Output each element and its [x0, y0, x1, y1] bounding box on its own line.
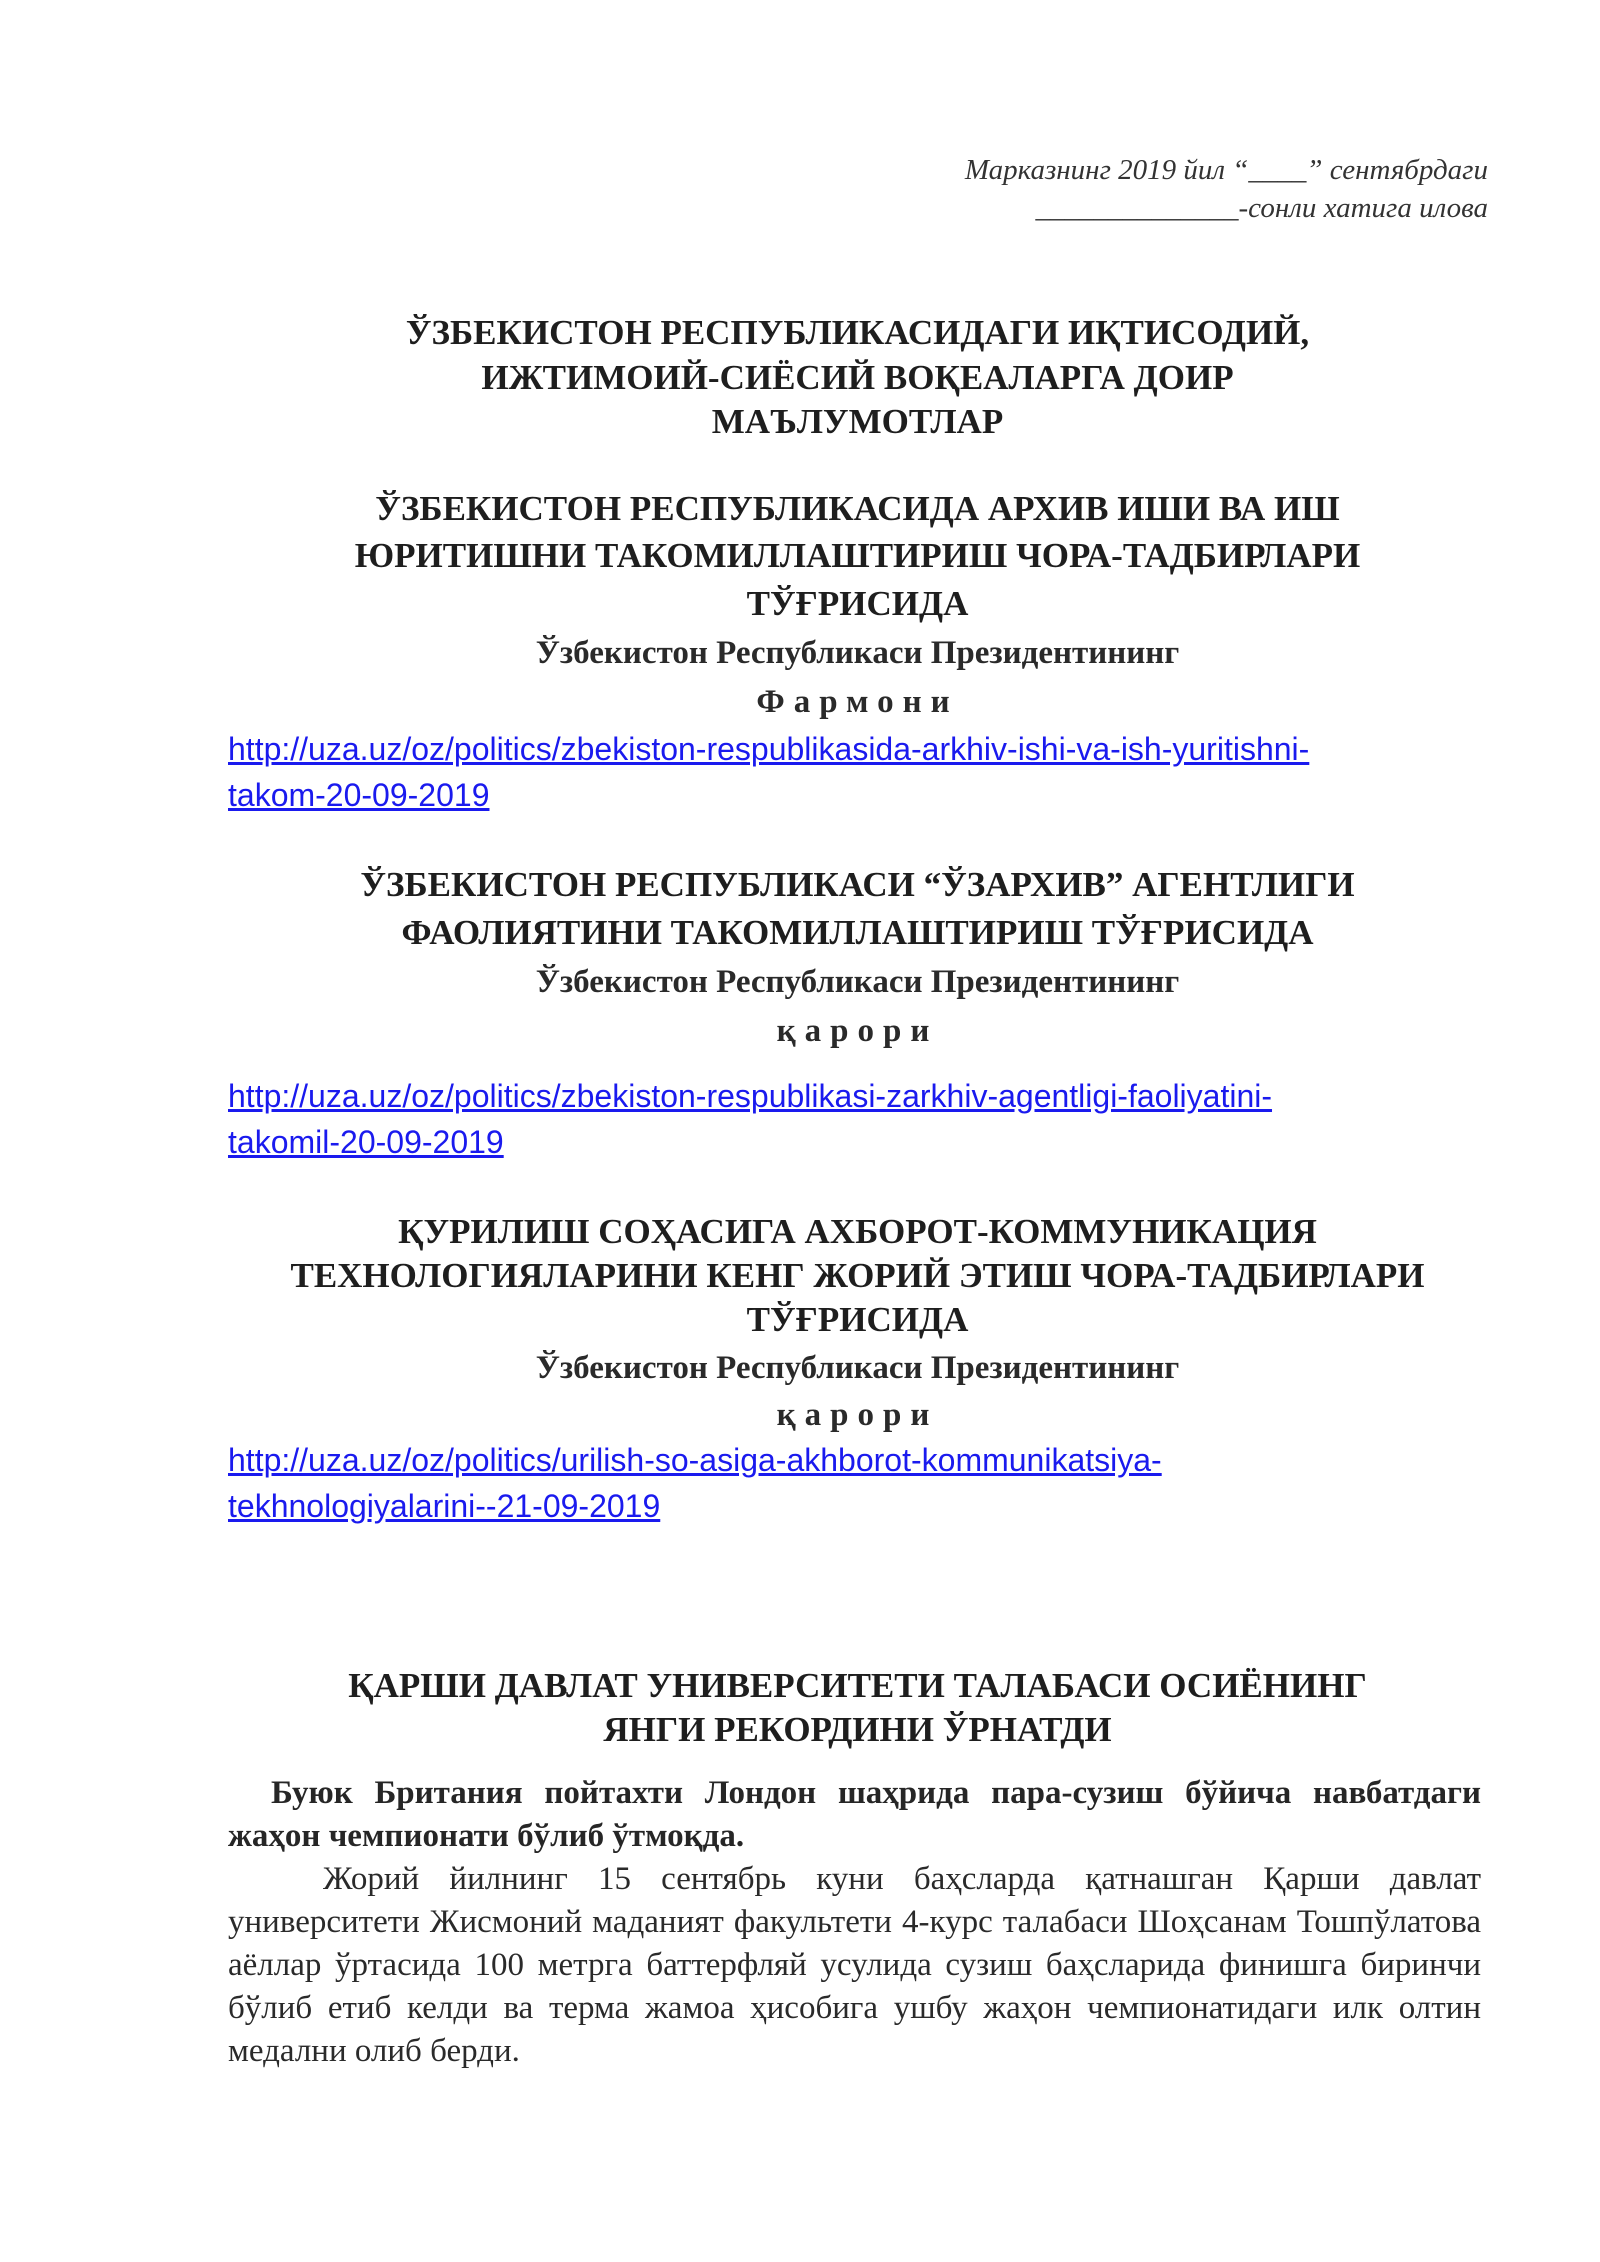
section1-issuer: Ўзбекистон Республикаси Президентининг [535, 635, 1180, 671]
section1-title-line2: ЮРИТИШНИ ТАКОМИЛЛАШТИРИШ ЧОРА-ТАДБИРЛАРИ [354, 536, 1361, 575]
section3-title-line2: ТЕХНОЛОГИЯЛАРИНИ КЕНГ ЖОРИЙ ЭТИШ ЧОРА-ТАДБИРЛАРИ [290, 1256, 1425, 1295]
news-body-paragraph [228, 1858, 1481, 2073]
section2-issuer: Ўзбекистон Республикаси Президентининг [535, 964, 1180, 1000]
section1-link-line2[interactable]: takom-20-09-2019 [228, 777, 490, 813]
news-title-line2: ЯНГИ РЕКОРДИНИ ЎРНАТДИ [603, 1710, 1112, 1749]
news-title-line1: ҚАРШИ ДАВЛАТ УНИВЕРСИТЕТИ ТАЛАБАСИ ОСИЁНИНГ [348, 1666, 1367, 1705]
section2-link-line1[interactable]: http://uza.uz/oz/politics/zbekiston-respublikasi-zarkhiv-agentligi-faoliyatini- [228, 1078, 1273, 1114]
section1-title-line1: ЎЗБЕКИСТОН РЕСПУБЛИКАСИДА АРХИВ ИШИ ВА ИШ [375, 489, 1340, 528]
attachment-note-line2: ______________-сонли хатига илова [1035, 192, 1488, 224]
section3-doc-type: қарори [776, 1397, 939, 1433]
main-title-line1: ЎЗБЕКИСТОН РЕСПУБЛИКАСИДАГИ ИҚТИСОДИЙ, [405, 313, 1310, 352]
section3-link-line1[interactable]: http://uza.uz/oz/politics/urilish-so-asiga-akhborot-kommunikatsiya- [228, 1442, 1162, 1478]
news-body-text: Жорий йилнинг 15 сентябрь куни баҳсларда қатнашган Қарши давлат университети Жисмоний маданият факультети 4-курс талабаси Шоҳсанам Тошпўлатова аёллар ўртасида 100 метрга баттерфляй усулида сузиш баҳсларида финишга биринчи бўлиб етиб келди ва терма жамоа ҳисобига ушбу жаҳон чемпионатидаги илк олтин медални олиб берди. [228, 1861, 1481, 2069]
section3-title-line1: ҚУРИЛИШ СОҲАСИГА АХБОРОТ-КОММУНИКАЦИЯ [398, 1212, 1317, 1251]
section3-link-line2[interactable]: tekhnologiyalarini--21-09-2019 [228, 1488, 661, 1524]
section3-issuer: Ўзбекистон Республикаси Президентининг [535, 1350, 1180, 1386]
section2-link-line2[interactable]: takomil-20-09-2019 [228, 1124, 504, 1160]
section3-title-line3: ТЎҒРИСИДА [746, 1300, 969, 1339]
section2-title-line1: ЎЗБЕКИСТОН РЕСПУБЛИКАСИ “ЎЗАРХИВ” АГЕНТЛИГИ [360, 865, 1355, 904]
section2-title-line2: ФАОЛИЯТИНИ ТАКОМИЛЛАШТИРИШ ТЎҒРИСИДА [401, 913, 1314, 952]
news-lead-text: Буюк Британия пойтахти Лондон шаҳрида пара-сузиш бўйича навбатдаги жаҳон чемпионати бўлиб ўтмоқда. [228, 1775, 1481, 1854]
main-title-line2: ИЖТИМОИЙ-СИЁСИЙ ВОҚЕАЛАРГА ДОИР [481, 358, 1234, 397]
section1-link-line1[interactable]: http://uza.uz/oz/politics/zbekiston-respublikasida-arkhiv-ishi-va-ish-yuritishni- [228, 731, 1310, 767]
news-lead-paragraph [228, 1772, 1481, 1858]
attachment-note-line1: Марказнинг 2019 йил “____” сентябрдаги [964, 154, 1488, 186]
section1-doc-type: Фармони [756, 684, 959, 720]
main-title-line3: МАЪЛУМОТЛАР [711, 402, 1004, 441]
section1-title-line3: ТЎҒРИСИДА [746, 584, 969, 623]
section2-doc-type: қарори [776, 1013, 939, 1049]
